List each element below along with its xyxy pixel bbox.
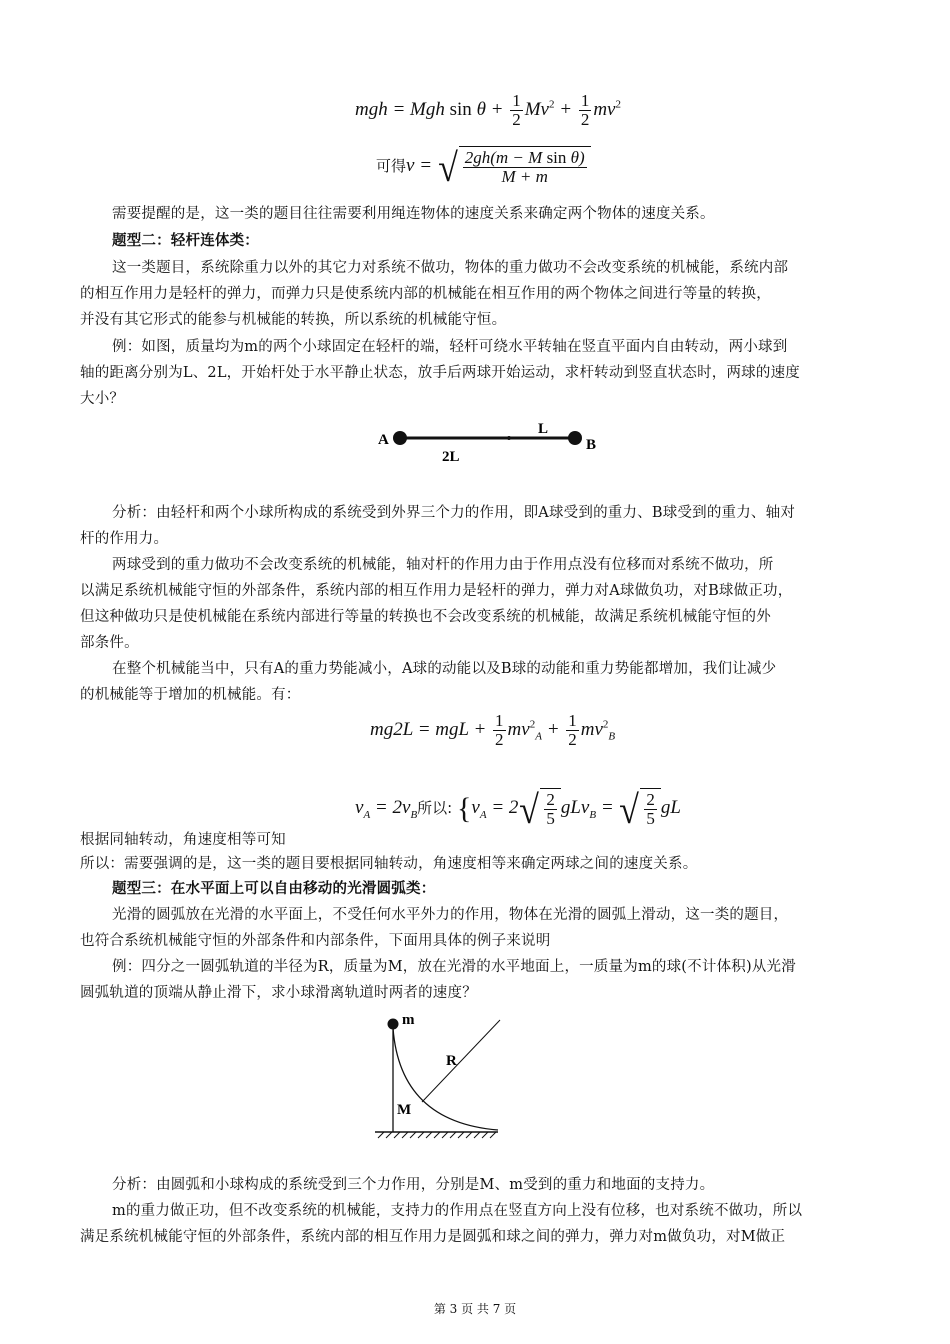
label-r: R <box>446 1053 457 1069</box>
equation-prefix: 可得 <box>376 157 407 176</box>
ball-b <box>568 431 582 445</box>
paragraph: 的相互作用力是轻杆的弹力，而弹力只是使系统内部的机械能在相互作用的两个物体之间进行等量的转换， <box>80 286 771 302</box>
paragraph: 杆的作用力。 <box>80 531 169 547</box>
page-footer: 第 3 页 共 7 页 <box>433 1302 517 1316</box>
equation-therefore: 所以: <box>417 799 453 818</box>
label-2l: 2L <box>442 449 460 465</box>
paragraph: 大小？ <box>80 391 125 407</box>
paragraph: 所以：需要强调的是，这一类的题目要根据同轴转动，角速度相等来确定两球之间的速度关系。 <box>80 856 698 872</box>
paragraph: 例：如图，质量均为m的两个小球固定在轻杆的端，轻杆可绕水平转轴在竖直平面内自由转动，两小球到 <box>112 339 788 355</box>
radius-line <box>422 1020 500 1102</box>
paragraph: 光滑的圆弧放在光滑的水平面上，不受任何水平外力的作用，物体在光滑的圆弧上滑动，这一类的题目， <box>112 907 789 923</box>
ground-hatching <box>378 1132 496 1138</box>
label-b: B <box>586 437 597 453</box>
label-big-m: M <box>397 1102 412 1118</box>
paragraph: 的机械能等于增加的机械能。有： <box>80 687 301 703</box>
paragraph: 满足系统机械能守恒的外部条件，系统内部的相互作用力是圆弧和球之间的弹力，弹力对m做负功，对M做正 <box>80 1229 786 1245</box>
axis-point <box>507 436 511 440</box>
equation-energy-rod: mg2L = mgL + $\frac{1}{2}$ $mv^2_A$ + $\frac{1}{2}$ $mv^2_B$ <box>370 711 616 749</box>
paragraph: 分析：由轻杆和两个小球所构成的系统受到外界三个力的作用，即A球受到的重力、B球受到的重力、轴对 <box>112 505 796 521</box>
paragraph: 例：四分之一圆弧轨道的半径为R，质量为M，放在光滑的水平地面上，一质量为m的球(不计体积)从光滑 <box>112 959 796 975</box>
paragraph: 部条件。 <box>80 635 139 651</box>
paragraph: 这一类题目，系统除重力以外的其它力对系统不做功，物体的重力做功不会改变系统的机械能，系统内部 <box>112 260 789 276</box>
equation-velocity-result: 可得v = √ $\frac{\text{2gh(m − M sin θ)}}{M + m}$ <box>376 146 591 188</box>
paragraph: 在整个机械能当中，只有A的重力势能减小，A球的动能以及B球的动能和重力势能都增加，我们让减少 <box>112 661 777 677</box>
paragraph: 轴的距离分别为L、2L，开始杆处于水平静止状态，放手后两球开始运动，求杆转动到竖直状态时，两球的速度 <box>80 365 800 381</box>
paragraph: 也符合系统机械能守恒的外部条件和内部条件，下面用具体的例子来说明 <box>80 933 551 949</box>
paragraph: 但这种做功只是使机械能在系统内部进行等量的转换也不会改变系统的机械能，故满足系统机械能守恒的外 <box>80 609 771 625</box>
label-a: A <box>378 432 389 448</box>
paragraph: 圆弧轨道的顶端从静止滑下，求小球滑离轨道时两者的速度？ <box>80 985 477 1001</box>
section-heading-type2: 题型二：轻杆连体类： <box>112 232 259 249</box>
label-m: m <box>402 1012 415 1028</box>
paragraph: 根据同轴转动，角速度相等可知 <box>80 832 286 848</box>
equation-velocities-rod: $v_A = 2v_B$所以: {$v_A = 2√$ $\frac{2}{5}$ gLv$_B$ = √ $\frac{2}{5}$ gL <box>355 786 681 832</box>
figure-quarter-arc-track <box>370 1010 520 1140</box>
paragraph: m的重力做正功，但不改变系统的机械能，支持力的作用点在竖直方向上没有位移，也对系统不做功，所以 <box>112 1203 803 1219</box>
paragraph: 以满足系统机械能守恒的外部条件，系统内部的相互作用力是轻杆的弹力，弹力对A球做负功，对B球做正功， <box>80 583 793 599</box>
paragraph: 分析：由圆弧和小球构成的系统受到三个力作用，分别是M、m受到的重力和地面的支持力。 <box>112 1177 715 1193</box>
paragraph: 两球受到的重力做功不会改变系统的机械能，轴对杆的作用力由于作用点没有位移而对系统不做功，所 <box>112 557 774 573</box>
label-l: L <box>538 421 549 437</box>
equation-energy-rope: mgh = Mgh sin θ + $\frac{1}{2}$ $Mv^2$ + $\frac{1}{2}$ $mv^2$ <box>355 91 621 129</box>
small-ball <box>388 1019 399 1030</box>
paragraph: 需要提醒的是，这一类的题目往往需要利用绳连物体的速度关系来确定两个物体的速度关系。 <box>112 206 715 222</box>
section-heading-type3: 题型三：在水平面上可以自由移动的光滑圆弧类： <box>112 880 436 897</box>
figure-rod-two-balls <box>360 415 620 470</box>
paragraph: 并没有其它形式的能参与机械能的转换，所以系统的机械能守恒。 <box>80 312 507 328</box>
ball-a <box>393 431 407 445</box>
